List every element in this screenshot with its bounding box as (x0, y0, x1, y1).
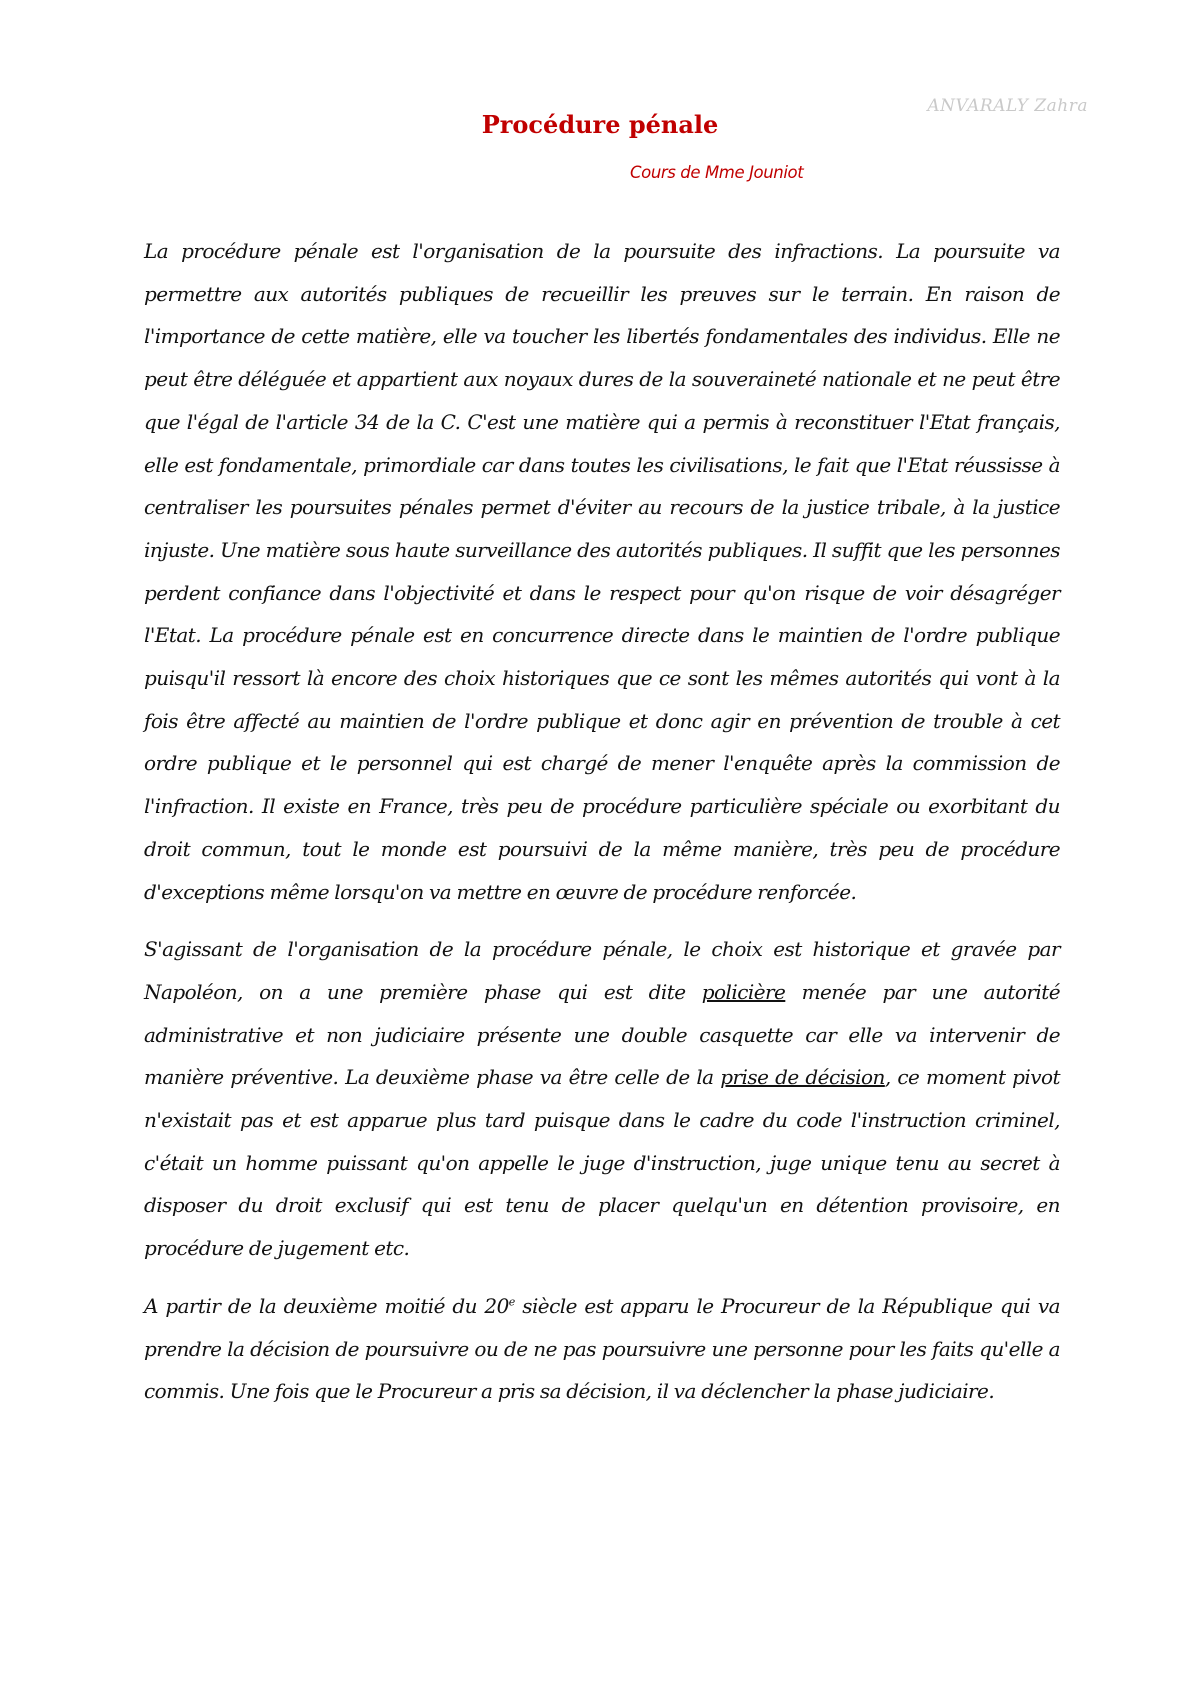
paragraph-intro: La procédure pénale est l'organisation de la poursuite des infractions. La poursuite va permettre aux autorités publiques de recueillir les preuves sur le terrain. En raison de l'importance de cette matière, elle va toucher les libertés fondamentales des individus. Elle ne peut être déléguée et appartient aux noyaux dures de la souveraineté nationale et ne peut être que l'égal de l'article 34 de la C. C'est une matière qui a permis à reconstituer l'Etat français, elle est fondamentale, primordiale car dans toutes les civilisations, le fait que l'Etat réussisse à centraliser les poursuites pénales permet d'éviter au recours de la justice tribale, à la justice injuste. Une matière sous haute surveillance des autorités publiques. Il suffit que les personnes perdent confiance dans l'objectivité et dans le respect pour qu'on risque de voir désagréger l'Etat. La procédure pénale est en concurrence directe dans le maintien de l'ordre publique puisqu'il ressort là encore des choix historiques que ce sont les mêmes autorités qui vont à la fois être affecté au maintien de l'ordre publique et donc agir en prévention de trouble à cet ordre publique et le personnel qui est chargé de mener l'enquête après la commission de l'infraction. Il existe en France, très peu de procédure particulière spéciale ou exorbitant du droit commun, tout le monde est poursuivi de la même manière, très peu de procédure d'exceptions même lorsqu'on va mettre en œuvre de procédure renforcée. (144, 239, 1060, 904)
document-subtitle: Cours de Mme Jouniot (630, 163, 804, 182)
paragraph-organisation-text-b: menée par une autorité administrative et non judiciaire présente une double casquette car elle va intervenir de manière préventive. La deuxième phase va être celle de la (144, 979, 1060, 1090)
paragraph-procureur-text-a: A partir de la deuxième moitié du 20 (144, 1293, 509, 1318)
paragraph-organisation-text-c: , ce moment pivot n'existait pas et est apparue plus tard puisque dans le cadre du code l'instruction criminel, c'était un homme puissant qu'on appelle le juge d'instruction, juge unique tenu au secret à disposer du droit exclusif qui est tenu de placer quelqu'un en détention provisoire, en procédure de jugement etc. (144, 1065, 1061, 1261)
document-title: Procédure pénale (481, 110, 719, 139)
document-body (144, 230, 1060, 1428)
paragraph-procureur-text-b: siècle est apparu le Procureur de la République qui va prendre la décision de poursuivre ou de ne pas poursuivre une personne pour les faits qu'elle a commis. Une fois que le Procureur a pris sa décision, il va déclencher la phase judiciaire. (144, 1293, 1060, 1404)
underlined-term-prise-de-decision: prise de décision (720, 1065, 885, 1090)
underlined-term-policiere: policière (701, 979, 786, 1004)
author-name: ANVARALY Zahra (927, 96, 1088, 116)
paragraph-organisation-text-a: S'agissant de l'organisation de la procédure pénale, le choix est historique et gravée par Napoléon, on a une première phase qui est dite (144, 937, 1060, 1004)
paragraph-organisation (144, 928, 1060, 1270)
century-superscript: e (508, 1295, 515, 1309)
paragraph-procureur (144, 1285, 1060, 1413)
